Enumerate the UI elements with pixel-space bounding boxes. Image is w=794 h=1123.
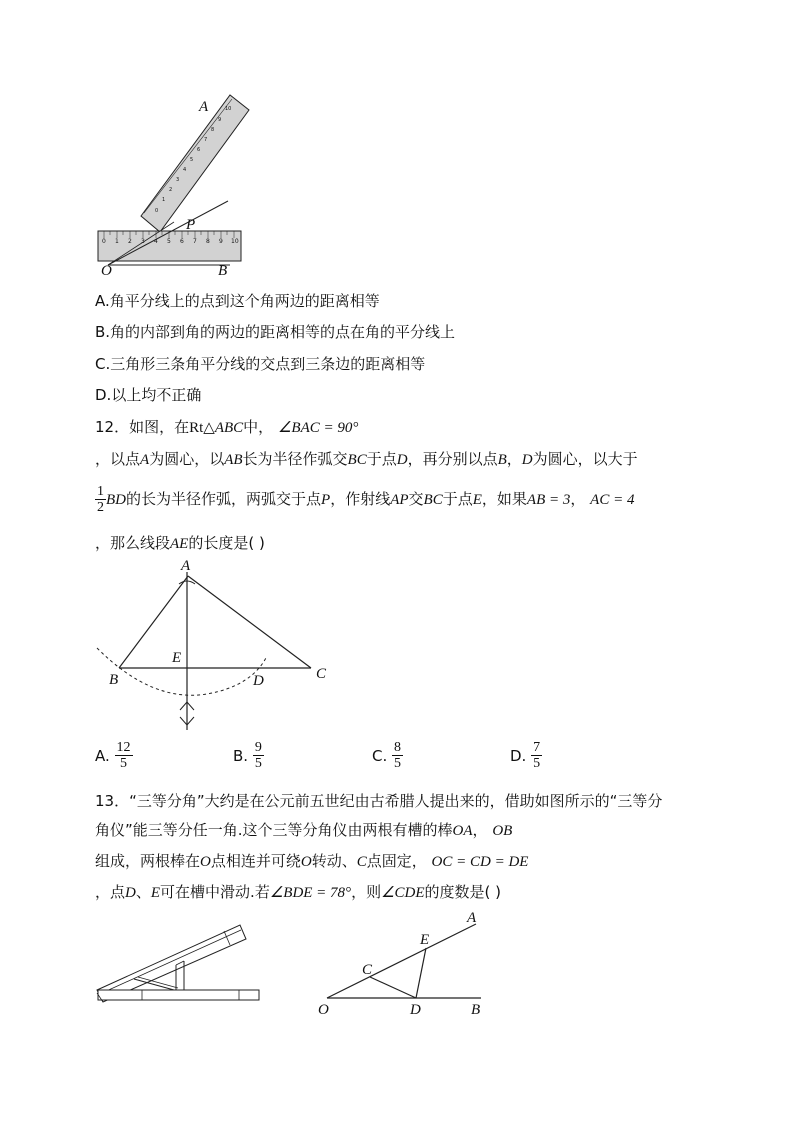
q12-option-a: A. $\frac{12}{5}$ (95, 740, 131, 771)
q12-option-d: D. $\frac{7}{5}$ (510, 740, 541, 771)
q12-line-2 (95, 449, 638, 470)
q13-text: ，则 (351, 883, 382, 901)
q12-figure (92, 558, 337, 736)
q13-var: OA (452, 823, 473, 839)
ruler-tick-label: 10 (231, 238, 239, 245)
point-label-d: D (253, 673, 264, 689)
q12-text: ，以点 (95, 450, 141, 468)
q13-var: ∠BDE = 78° (269, 885, 352, 901)
q12-var: AE (170, 536, 189, 552)
q12-var: A (140, 452, 150, 468)
q12-text: 为圆心，以大于 (532, 450, 638, 468)
q12-var: B (497, 452, 507, 468)
q12-line-3 (95, 481, 634, 518)
point-label-a: A (181, 558, 191, 574)
point-label-e: E (420, 932, 430, 948)
q13-line-4 (95, 882, 501, 903)
q12-var: P (321, 492, 331, 508)
q12-angle: ∠BAC = 90° (277, 420, 359, 436)
q13-var: D (125, 885, 136, 901)
q12-rt: Rt△ (189, 420, 215, 436)
q12-text: 交 (408, 490, 424, 508)
q12-var: AP (390, 492, 409, 508)
ruler-tick-label: 2 (128, 238, 132, 245)
q13-var: E (150, 885, 161, 901)
q12-text: 于点 (366, 450, 397, 468)
point-label-e: E (172, 650, 182, 666)
trisector-device-drawing (94, 917, 264, 1007)
q12-half-fraction: $\frac{1}{2}$ (97, 484, 104, 515)
q13-var: C (356, 854, 367, 870)
slanted-ruler-tick: 9 (218, 117, 222, 123)
q13-text: 、 (135, 883, 151, 901)
point-label-a: A (199, 99, 209, 115)
ruler-tick-label: 3 (141, 238, 145, 245)
q13-var: OC = CD = DE (431, 854, 529, 870)
q12-var: E (472, 492, 482, 508)
q12-text: 的长为半径作弧，两弧交于点 (126, 490, 322, 508)
q12-text: 于点 (442, 490, 473, 508)
q12-triangle-drawing (92, 558, 337, 736)
point-label-b: B (218, 263, 228, 279)
q13-text: ，点 (95, 883, 126, 901)
q12-var: AB (224, 452, 243, 468)
slanted-ruler-tick: 3 (176, 177, 180, 183)
point-label-b: B (471, 1002, 481, 1018)
q13-line-3 (95, 851, 528, 872)
point-label-b: B (109, 672, 119, 688)
slanted-ruler-tick: 10 (225, 106, 232, 112)
ruler-tick-label: 7 (193, 238, 197, 245)
slanted-ruler-tick: 6 (197, 147, 201, 153)
q12-line-1 (95, 417, 358, 438)
q13-text: 点相连并可绕 (210, 852, 301, 870)
point-label-c: C (362, 962, 373, 978)
q12-mid: 中， (243, 418, 274, 436)
q13-text: 点固定， (366, 852, 427, 870)
slanted-ruler-tick: 8 (211, 127, 215, 133)
q13-text: 组成，两根棒在 (95, 852, 201, 870)
q13-var: ∠CDE (381, 885, 425, 901)
q13-var: O (300, 854, 312, 870)
slanted-ruler-tick: 0 (155, 208, 159, 214)
q12-var: D (521, 452, 533, 468)
q13-device-figure (94, 917, 264, 1007)
q13-text: 的度数是( ) (424, 883, 502, 901)
q13-geometry-figure (316, 910, 491, 1018)
q11-option-b: B.角的内部到角的两边的距离相等的点在角的平分线上 (95, 323, 456, 341)
point-label-c: C (316, 666, 327, 682)
q13-line-2 (95, 820, 512, 841)
ruler-tick-label: 4 (154, 238, 158, 245)
ruler-tick-label: 1 (115, 238, 119, 245)
q12-text: ，再分别以点 (407, 450, 498, 468)
slanted-ruler-tick: 4 (183, 167, 187, 173)
q12-var: BC (423, 492, 443, 508)
q12-abc: ABC (214, 420, 244, 436)
ruler-tick-label: 0 (102, 238, 106, 245)
point-label-o: O (318, 1002, 329, 1018)
q13-text: 可在槽中滑动.若 (160, 883, 270, 901)
q13-var: OB (492, 823, 513, 839)
q12-text: ，那么线段 (95, 534, 171, 552)
q13-text: ， (472, 821, 488, 839)
slanted-ruler-tick: 7 (204, 137, 208, 143)
q11-option-c: C.三角形三条角平分线的交点到三条边的距离相等 (95, 355, 426, 373)
q11-figure (90, 95, 250, 280)
q11-option-d: D.以上均不正确 (95, 386, 202, 404)
q12-var: AC = 4 (590, 492, 635, 508)
q12-var: D (396, 452, 408, 468)
q13-var: O (200, 854, 211, 870)
ruler-tick-label: 6 (180, 238, 184, 245)
point-label-o: O (101, 263, 112, 279)
ruler-tick-label: 9 (219, 238, 223, 245)
q13-text: 转动、 (311, 852, 357, 870)
q12-var: AB = 3 (526, 492, 571, 508)
slanted-ruler-tick: 2 (169, 187, 173, 193)
q12-var: BD (106, 492, 126, 508)
q13-text: 角仪”能三等分任一角.这个三等分角仪由两根有槽的棒 (95, 821, 453, 839)
q12-number: 12．如图，在 (95, 418, 190, 436)
q12-option-b: B. $\frac{9}{5}$ (233, 740, 262, 771)
point-label-a: A (467, 910, 477, 926)
q12-line-4 (95, 533, 265, 554)
point-label-p: P (186, 217, 196, 233)
q12-text: 长为半径作弧交 (242, 450, 348, 468)
q12-text: 为圆心，以 (149, 450, 225, 468)
q12-option-c: C. $\frac{8}{5}$ (372, 740, 402, 771)
q11-option-a: A.角平分线上的点到这个角两边的距离相等 (95, 292, 380, 310)
q12-var: BC (347, 452, 367, 468)
q13-line-1: 13．“三等分角”大约是在公元前五世纪由古希腊人提出来的，借助如图所示的“三等分 (95, 792, 663, 810)
ruler-tick-label: 8 (206, 238, 210, 245)
q12-text: ， (506, 450, 522, 468)
q12-text: ，如果 (481, 490, 527, 508)
slanted-ruler-tick: 5 (190, 157, 194, 163)
q12-text: 的长度是( ) (188, 534, 265, 552)
q12-text: ， (570, 490, 586, 508)
ruler-tick-label: 5 (167, 238, 171, 245)
point-label-d: D (410, 1002, 421, 1018)
q12-text: ，作射线 (330, 490, 391, 508)
slanted-ruler-tick: 1 (162, 197, 166, 203)
q13-angle-drawing (316, 910, 491, 1018)
